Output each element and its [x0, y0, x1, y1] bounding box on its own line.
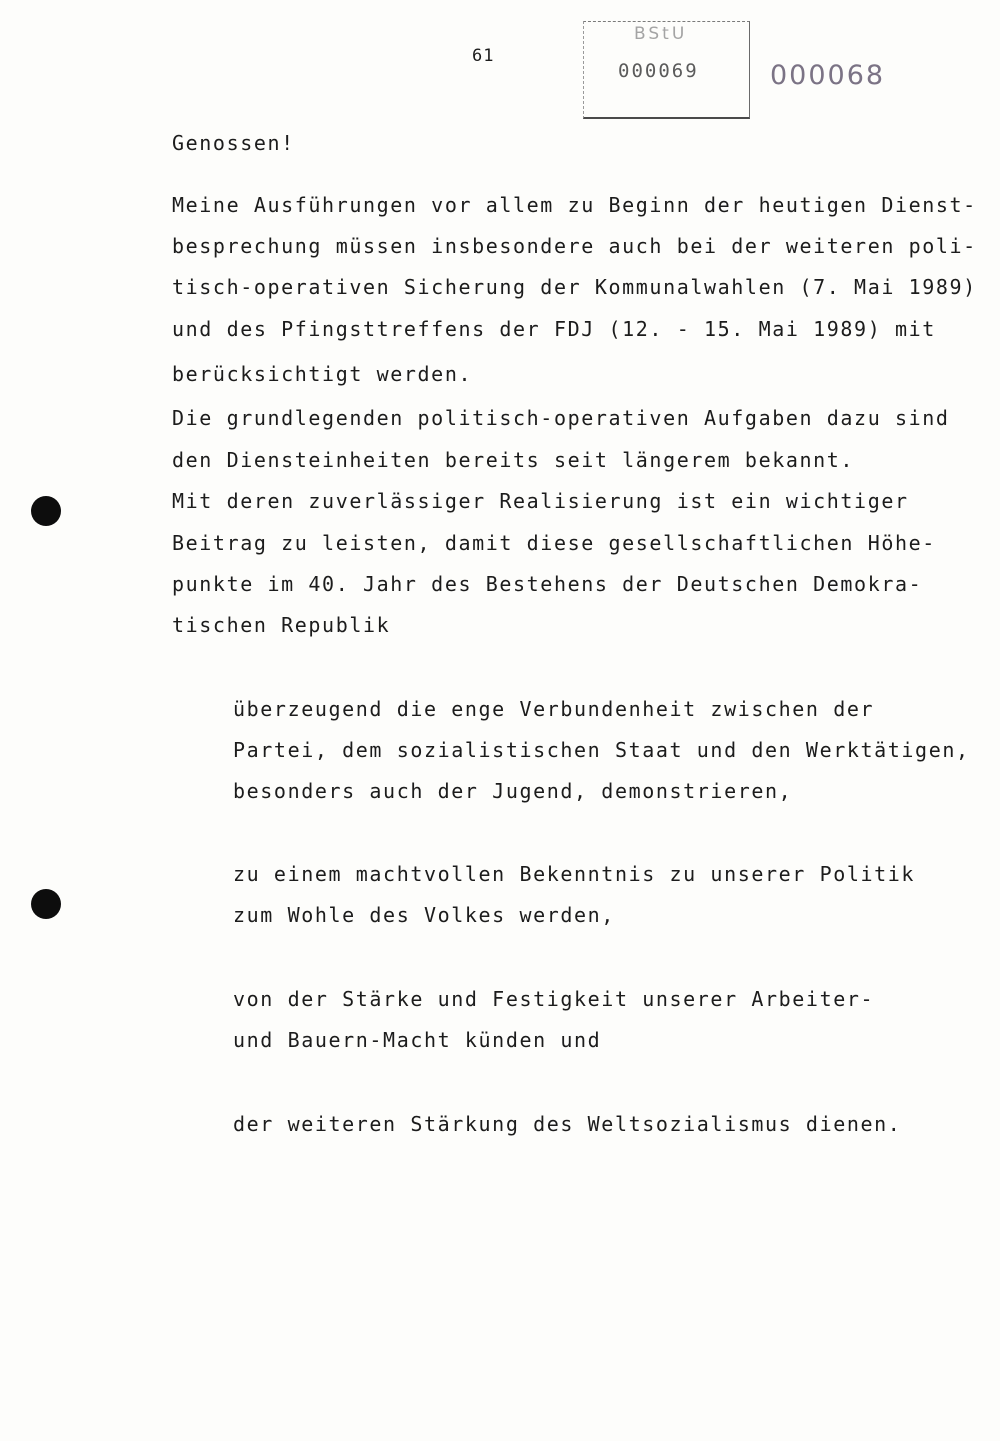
text-line: Die grundlegenden politisch-operativen Aufgaben dazu sind	[172, 406, 950, 430]
punch-hole	[31, 496, 61, 526]
text-line: punkte im 40. Jahr des Bestehens der Deutschen Demokra-	[172, 572, 923, 596]
text-line: zu einem machtvollen Bekenntnis zu unserer Politik	[233, 862, 916, 886]
archive-stamp	[583, 21, 750, 119]
archive-page-number: 000068	[770, 60, 886, 91]
text-line: Mit deren zuverlässiger Realisierung ist ein wichtiger	[172, 489, 909, 513]
text-line: besonders auch der Jugend, demonstrieren,	[233, 779, 793, 803]
text-line: Meine Ausführungen vor allem zu Beginn der heutigen Dienst-	[172, 193, 977, 217]
text-line: Partei, dem sozialistischen Staat und den Werktätigen,	[233, 738, 970, 762]
punch-hole	[31, 889, 61, 919]
text-line: und Bauern-Macht künden und	[233, 1028, 602, 1052]
salutation: Genossen!	[172, 131, 295, 155]
text-line: tisch-operativen Sicherung der Kommunalwahlen (7. Mai 1989)	[172, 275, 977, 299]
text-line: und des Pfingsttreffens der FDJ (12. - 15. Mai 1989) mit	[172, 317, 936, 341]
text-line: tischen Republik	[172, 613, 391, 637]
text-line: überzeugend die enge Verbundenheit zwischen der	[233, 697, 875, 721]
text-line: berücksichtigt werden.	[172, 362, 473, 386]
text-line: den Diensteinheiten bereits seit längerem bekannt.	[172, 448, 855, 472]
text-line: besprechung müssen insbesondere auch bei der weiteren poli-	[172, 234, 977, 258]
text-line: von der Stärke und Festigkeit unserer Arbeiter-	[233, 987, 875, 1011]
page-number: 61	[472, 46, 495, 66]
text-line: zum Wohle des Volkes werden,	[233, 903, 615, 927]
text-line: Beitrag zu leisten, damit diese gesellschaftlichen Höhe-	[172, 531, 936, 555]
stamp-label: BStU	[634, 24, 688, 44]
stamp-number: 000069	[618, 60, 699, 82]
text-line: der weiteren Stärkung des Weltsozialismus dienen.	[233, 1112, 902, 1136]
